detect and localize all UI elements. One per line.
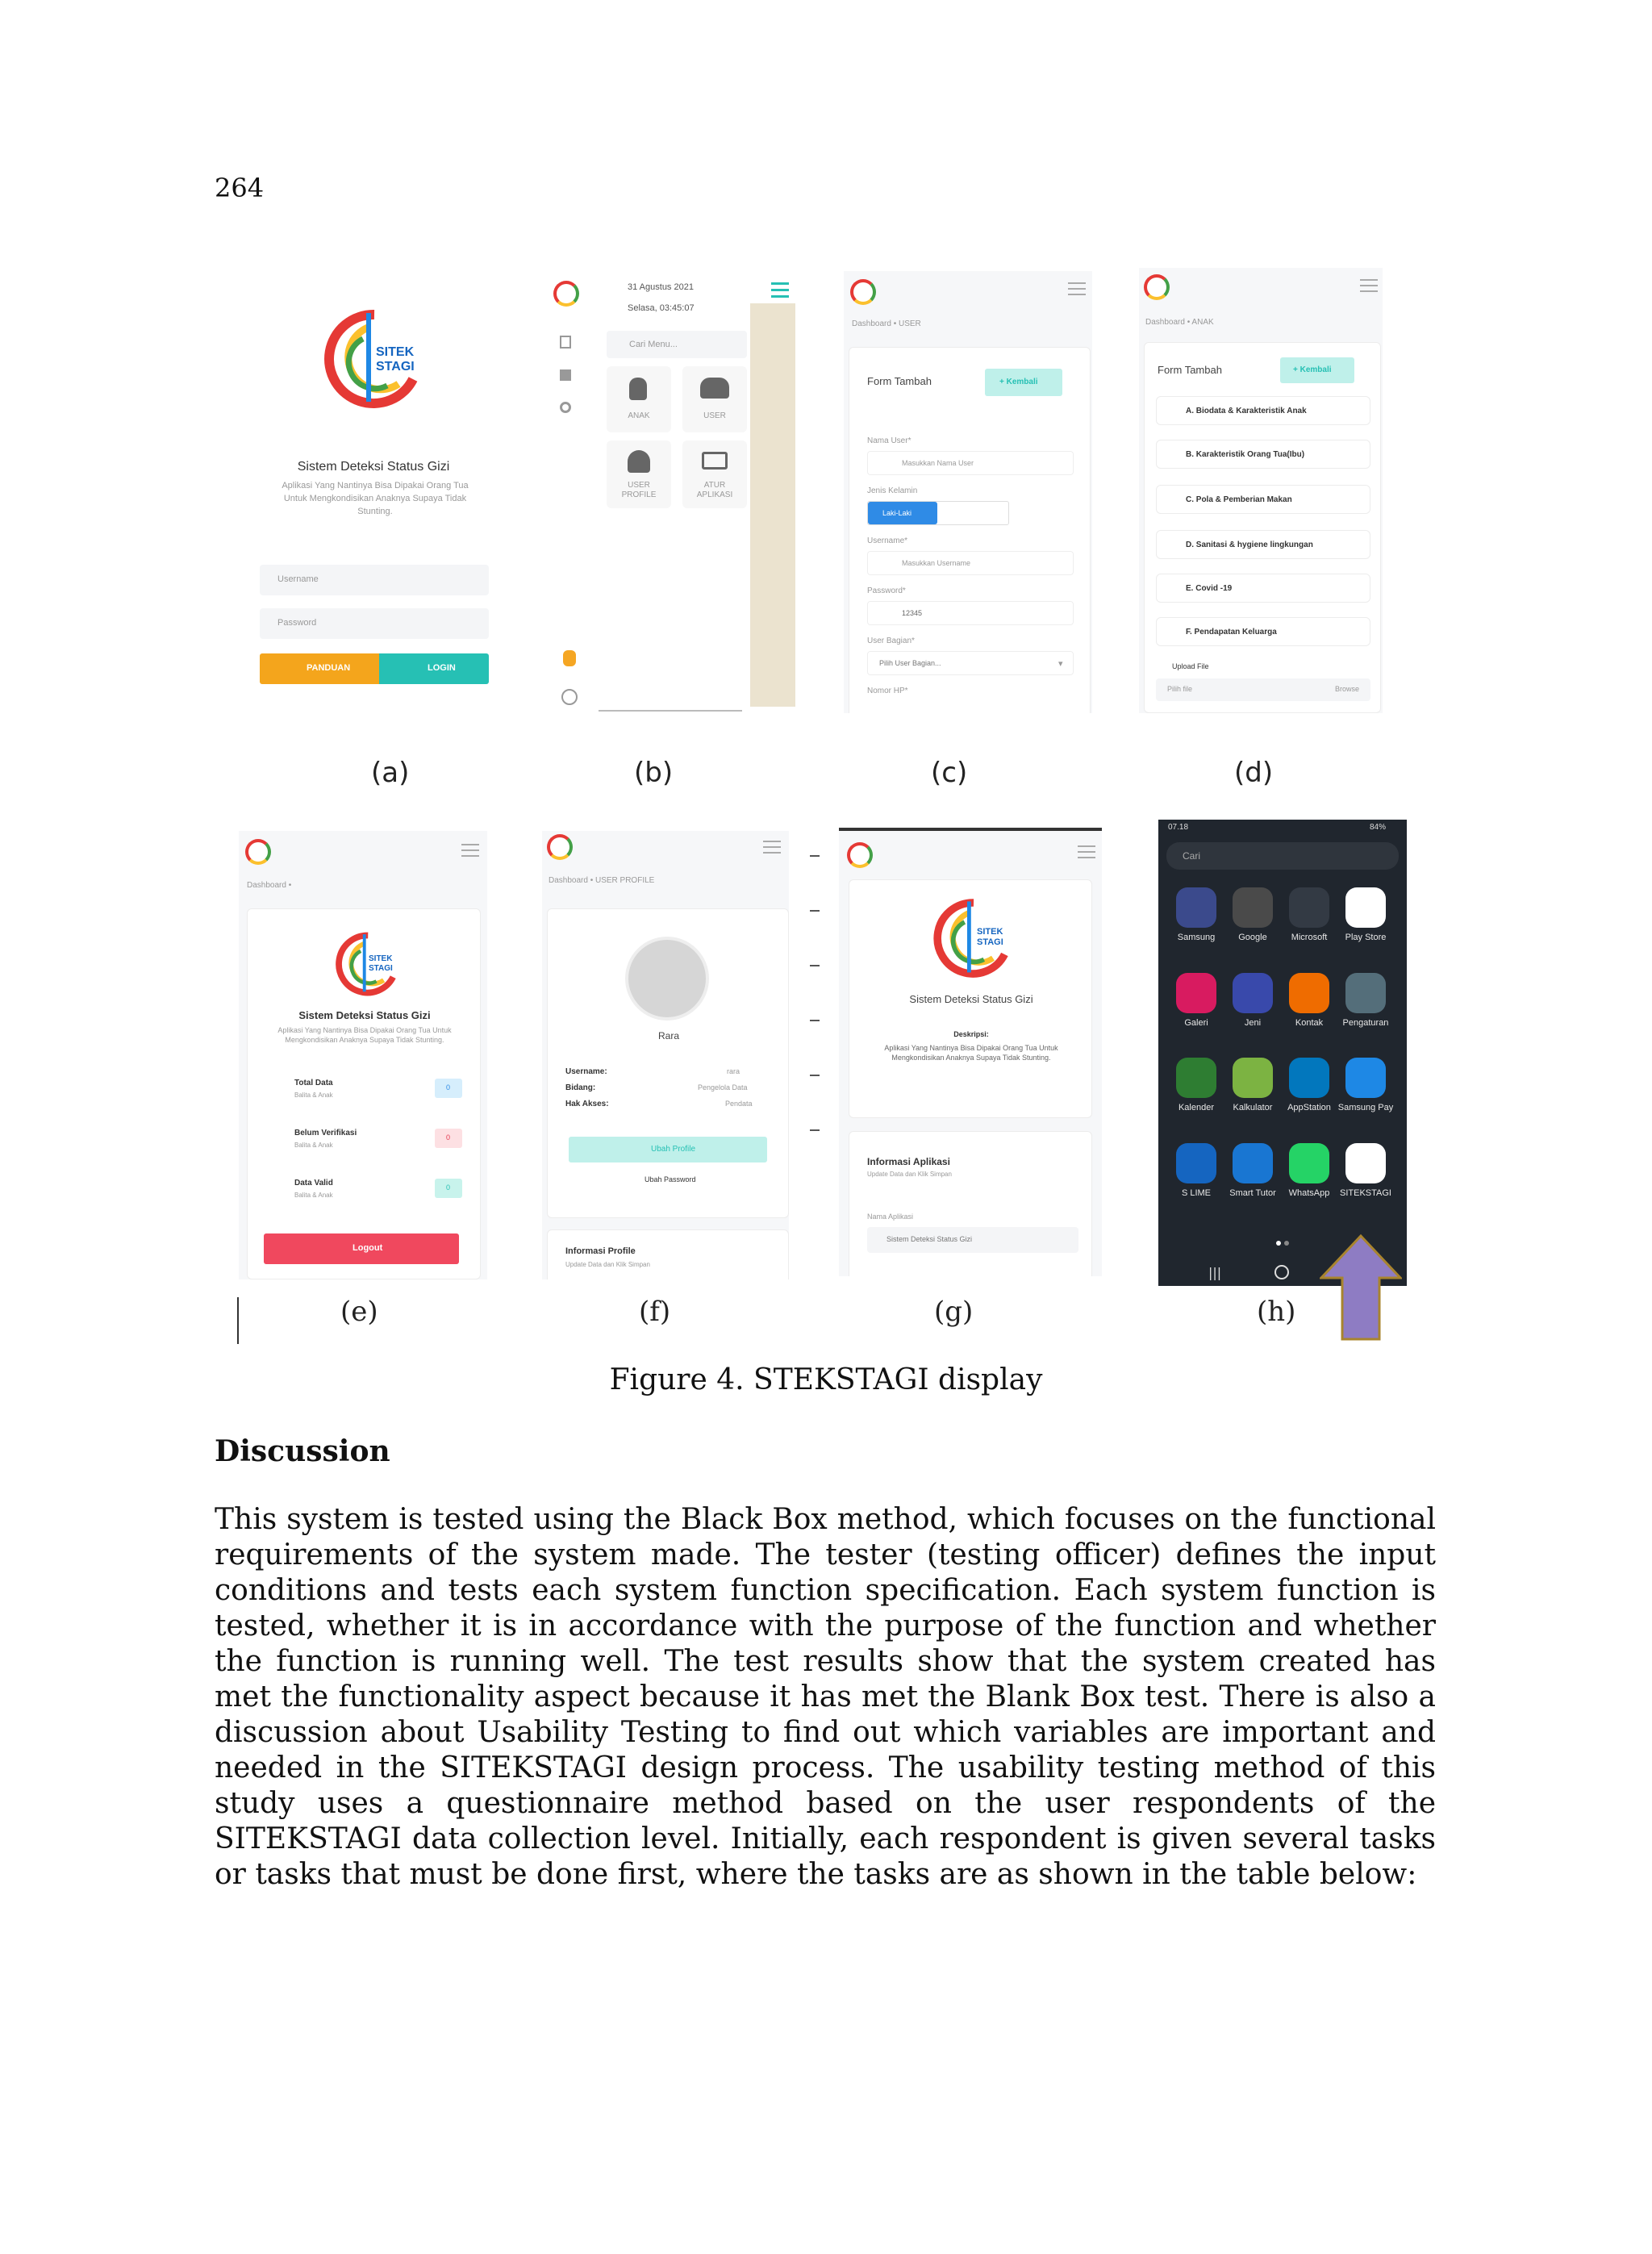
app-icon-kontak[interactable] <box>1289 973 1329 1013</box>
logout-button[interactable]: Logout <box>264 1233 459 1264</box>
app-icon-play-store[interactable] <box>1345 887 1386 928</box>
discussion-paragraph: This system is tested using the Black Box method, which focuses on the functional requirements of the system made. The tester (testing officer) defines the input conditions and tests each system function specification. Each system function is tested, whether it is in accordance with the purpose of the function and whether the function is running well. The test results show that the system created has met the functionality aspect because it has met the Blank Box test. There is also a discussion about Usability Testing to find out which variables are important and needed in the SITEKSTAGI design process. The usability testing method of this study uses a questionnaire method based on the user respondents of the SITEKSTAGI data collection level. Initially, each respondent is given several tasks or tasks that must be done first, where the tasks are as shown in the table below: <box>215 1503 1436 1891</box>
label-a: (a) <box>371 757 410 789</box>
username-input[interactable]: Username <box>260 565 489 595</box>
frame-line-left <box>237 1297 239 1344</box>
app-logo-small <box>847 842 873 868</box>
chevron-down-icon: ▾ <box>1058 659 1063 669</box>
app-title: Sistem Deteksi Status Gizi <box>297 460 450 474</box>
app-icon-samsung[interactable] <box>1176 887 1216 928</box>
app-label: Kalkulator <box>1233 1103 1273 1113</box>
page-number: 264 <box>215 173 265 203</box>
edit-profile-button[interactable]: Ubah Profile <box>569 1137 767 1162</box>
app-search-bar[interactable]: Cari <box>1166 842 1399 870</box>
app-icon-appstation[interactable] <box>1289 1058 1329 1098</box>
menu-item-user[interactable]: USER <box>682 366 747 432</box>
hamburger-icon[interactable] <box>763 841 781 854</box>
bottom-divider <box>599 710 742 712</box>
screenshot-g-app-settings <box>839 828 1102 1276</box>
app-label: Google <box>1238 933 1267 942</box>
app-label: Samsung <box>1177 933 1216 942</box>
section-b-row[interactable]: B. Karakteristik Orang Tua(Ibu) <box>1156 440 1370 469</box>
hamburger-icon[interactable] <box>1068 282 1086 295</box>
label-f: (f) <box>639 1296 671 1328</box>
breadcrumb: Dashboard • USER PROFILE <box>549 876 655 885</box>
home-button[interactable] <box>1274 1265 1289 1279</box>
screenshot-c-user-form <box>844 271 1092 713</box>
app-label: SITEKSTAGI <box>1340 1188 1391 1198</box>
logo-text: SITEK STAGI <box>376 345 415 374</box>
app-label: Kalender <box>1178 1103 1215 1113</box>
logo-text: SITEK STAGI <box>977 927 1003 947</box>
label-c: (c) <box>931 757 968 789</box>
role-select[interactable]: Pilih User Bagian... ▾ <box>867 651 1074 675</box>
time: Selasa, 03:45:07 <box>628 303 695 313</box>
section-heading: Discussion <box>215 1434 390 1468</box>
screenshot-a-login <box>257 257 490 689</box>
form-title: Form Tambah <box>867 375 932 387</box>
status-bar-time: 07.18 <box>1168 823 1189 832</box>
app-label: Pengaturan <box>1342 1017 1389 1028</box>
stat-unverified: Belum Verifikasi Balita & Anak 0 <box>262 1124 467 1156</box>
hamburger-icon[interactable] <box>771 282 789 298</box>
app-label: Smart Tutor <box>1229 1188 1276 1198</box>
label-b: (b) <box>634 757 674 789</box>
stat-total: Total Data Balita & Anak 0 <box>262 1074 467 1106</box>
app-label: Play Store <box>1345 933 1387 942</box>
app-icon-samsung-pay[interactable] <box>1345 1058 1386 1098</box>
app-description: Aplikasi Yang Nantinya Bisa Dipakai Orang Tua Untuk Mengkondisikan Anaknya Supaya Tidak Stunting. <box>277 1026 452 1044</box>
menu-search-input[interactable]: Cari Menu... <box>607 331 747 358</box>
section-f-row[interactable]: F. Pendapatan Keluarga <box>1156 617 1370 646</box>
recent-apps-button[interactable]: ||| <box>1208 1265 1222 1280</box>
app-logo-small <box>245 839 271 865</box>
menu-item-anak[interactable]: ANAK <box>607 366 671 432</box>
page-indicator <box>1276 1241 1289 1246</box>
hamburger-icon[interactable] <box>1078 845 1095 858</box>
name-input[interactable]: Masukkan Nama User <box>867 451 1074 475</box>
app-label: Samsung Pay <box>1337 1103 1394 1113</box>
app-logo-small <box>1144 274 1170 300</box>
gender-select[interactable]: Laki-Laki <box>867 501 1009 525</box>
upload-label: Upload File <box>1172 662 1209 670</box>
guide-button[interactable]: PANDUAN <box>260 653 379 684</box>
stat-valid: Data Valid Balita & Anak 0 <box>262 1174 467 1206</box>
about-card: SITEK STAGI Sistem Deteksi Status Gizi Deskripsi: Aplikasi Yang Nantinya Bisa Dipakai Orang Tua Untuk Mengkondisikan Anaknya Supaya Tidak Stunting. <box>849 879 1092 1118</box>
label-d: (d) <box>1234 757 1274 789</box>
app-icon-galeri[interactable] <box>1176 973 1216 1013</box>
app-label: S LIME <box>1181 1188 1212 1198</box>
status-bar-battery: 84% <box>1370 823 1387 832</box>
back-button[interactable]: + Kembali <box>1280 357 1354 383</box>
app-label: Galeri <box>1184 1017 1208 1028</box>
screenshot-f-user-profile <box>542 831 789 1279</box>
app-label: Microsoft <box>1291 933 1328 942</box>
label-h: (h) <box>1257 1296 1296 1328</box>
label-e: (e) <box>340 1296 378 1328</box>
overlay-background <box>750 303 795 707</box>
app-icon-microsoft[interactable] <box>1289 887 1329 928</box>
hamburger-icon[interactable] <box>1360 279 1378 292</box>
change-password-link[interactable]: Ubah Password <box>645 1175 696 1183</box>
power-icon[interactable] <box>561 689 578 705</box>
password-input[interactable]: 12345 <box>867 601 1074 625</box>
info-card: Informasi Profile Update Data dan Klik Simpan <box>547 1229 789 1279</box>
section-e-row[interactable]: E. Covid -19 <box>1156 574 1370 603</box>
app-logo-small <box>553 281 579 307</box>
section-d-row[interactable]: D. Sanitasi & hygiene lingkungan <box>1156 530 1370 559</box>
avatar[interactable] <box>625 937 709 1021</box>
app-icon-kalkulator[interactable] <box>1233 1058 1273 1098</box>
side-tick-marks <box>810 855 820 1131</box>
screenshot-b-menu <box>549 271 795 713</box>
app-logo-small <box>850 279 876 305</box>
app-label: AppStation <box>1287 1103 1331 1113</box>
app-icon-google[interactable] <box>1233 887 1273 928</box>
file-input[interactable]: Pilih file Browse <box>1156 678 1370 701</box>
app-icon-jeni[interactable] <box>1233 973 1273 1013</box>
breadcrumb: Dashboard • ANAK <box>1145 318 1214 327</box>
sidebar-icons <box>560 336 573 413</box>
section-c-row[interactable]: C. Pola & Pemberian Makan <box>1156 485 1370 514</box>
app-title: Sistem Deteksi Status Gizi <box>909 993 1033 1005</box>
figure-caption: Figure 4. STEKSTAGI display <box>609 1363 1043 1396</box>
password-input[interactable]: Password <box>260 608 489 639</box>
screenshot-d-child-form <box>1139 268 1383 713</box>
app-label: Jeni <box>1244 1017 1262 1028</box>
form-card <box>1144 342 1381 713</box>
login-button[interactable]: LOGIN <box>379 653 489 684</box>
label-g: (g) <box>934 1296 974 1328</box>
dashboard-card <box>247 908 481 1279</box>
username-input[interactable]: Masukkan Username <box>867 551 1074 575</box>
breadcrumb: Dashboard • USER <box>852 319 921 328</box>
app-description: Aplikasi Yang Nantinya Bisa Dipakai Orang Tua Untuk Mengkondisikan Anaknya Supaya Tidak Stunting. <box>282 481 469 516</box>
app-icon-s-lime[interactable] <box>1176 1143 1216 1183</box>
screenshot-e-dashboard <box>239 831 487 1279</box>
logo-text: SITEK STAGI <box>369 954 393 973</box>
menu-item-user-profile[interactable]: USER PROFILE <box>607 440 671 508</box>
app-icon-smart-tutor[interactable] <box>1233 1143 1273 1183</box>
app-info-card: Informasi Aplikasi Update Data dan Klik Simpan Nama Aplikasi Sistem Deteksi Status Gizi <box>849 1131 1092 1276</box>
app-icon-pengaturan[interactable] <box>1345 973 1386 1013</box>
app-title: Sistem Deteksi Status Gizi <box>298 1009 431 1021</box>
section-a-row[interactable]: A. Biodata & Karakteristik Anak <box>1156 396 1370 425</box>
app-name-input[interactable]: Sistem Deteksi Status Gizi <box>867 1227 1078 1253</box>
hamburger-icon[interactable] <box>461 844 479 857</box>
screenshot-h-phone-home <box>1158 820 1407 1286</box>
profile-name: Rara <box>657 1030 679 1041</box>
back-button[interactable]: + Kembali <box>985 369 1062 396</box>
user-dot-icon <box>563 650 576 666</box>
app-icon-whatsapp[interactable] <box>1289 1143 1329 1183</box>
app-icon-kalender[interactable] <box>1176 1058 1216 1098</box>
date: 31 Agustus 2021 <box>628 282 694 292</box>
pointer-arrow <box>1320 1234 1402 1341</box>
breadcrumb: Dashboard • <box>247 881 292 890</box>
menu-item-atur-aplikasi[interactable]: ATUR APLIKASI <box>682 440 747 508</box>
browse-button[interactable]: Browse <box>1335 685 1360 693</box>
form-title: Form Tambah <box>1158 364 1222 376</box>
app-label: Kontak <box>1295 1017 1324 1028</box>
profile-card: Rara Username: rara Bidang: Pengelola Data Hak Akses: Pendata Ubah Profile Ubah Password <box>547 908 789 1218</box>
app-icon-sitekstagi[interactable] <box>1345 1143 1386 1183</box>
form-card: Form Tambah + Kembali Nama User* Masukkan Nama User Jenis Kelamin Laki-Laki Username* Masukkan Username Password* 12345 User Bagian* Pilih User Bagian... ▾ Nomor HP* <box>849 347 1091 713</box>
app-label: WhatsApp <box>1288 1188 1330 1198</box>
app-logo-small <box>547 834 573 860</box>
